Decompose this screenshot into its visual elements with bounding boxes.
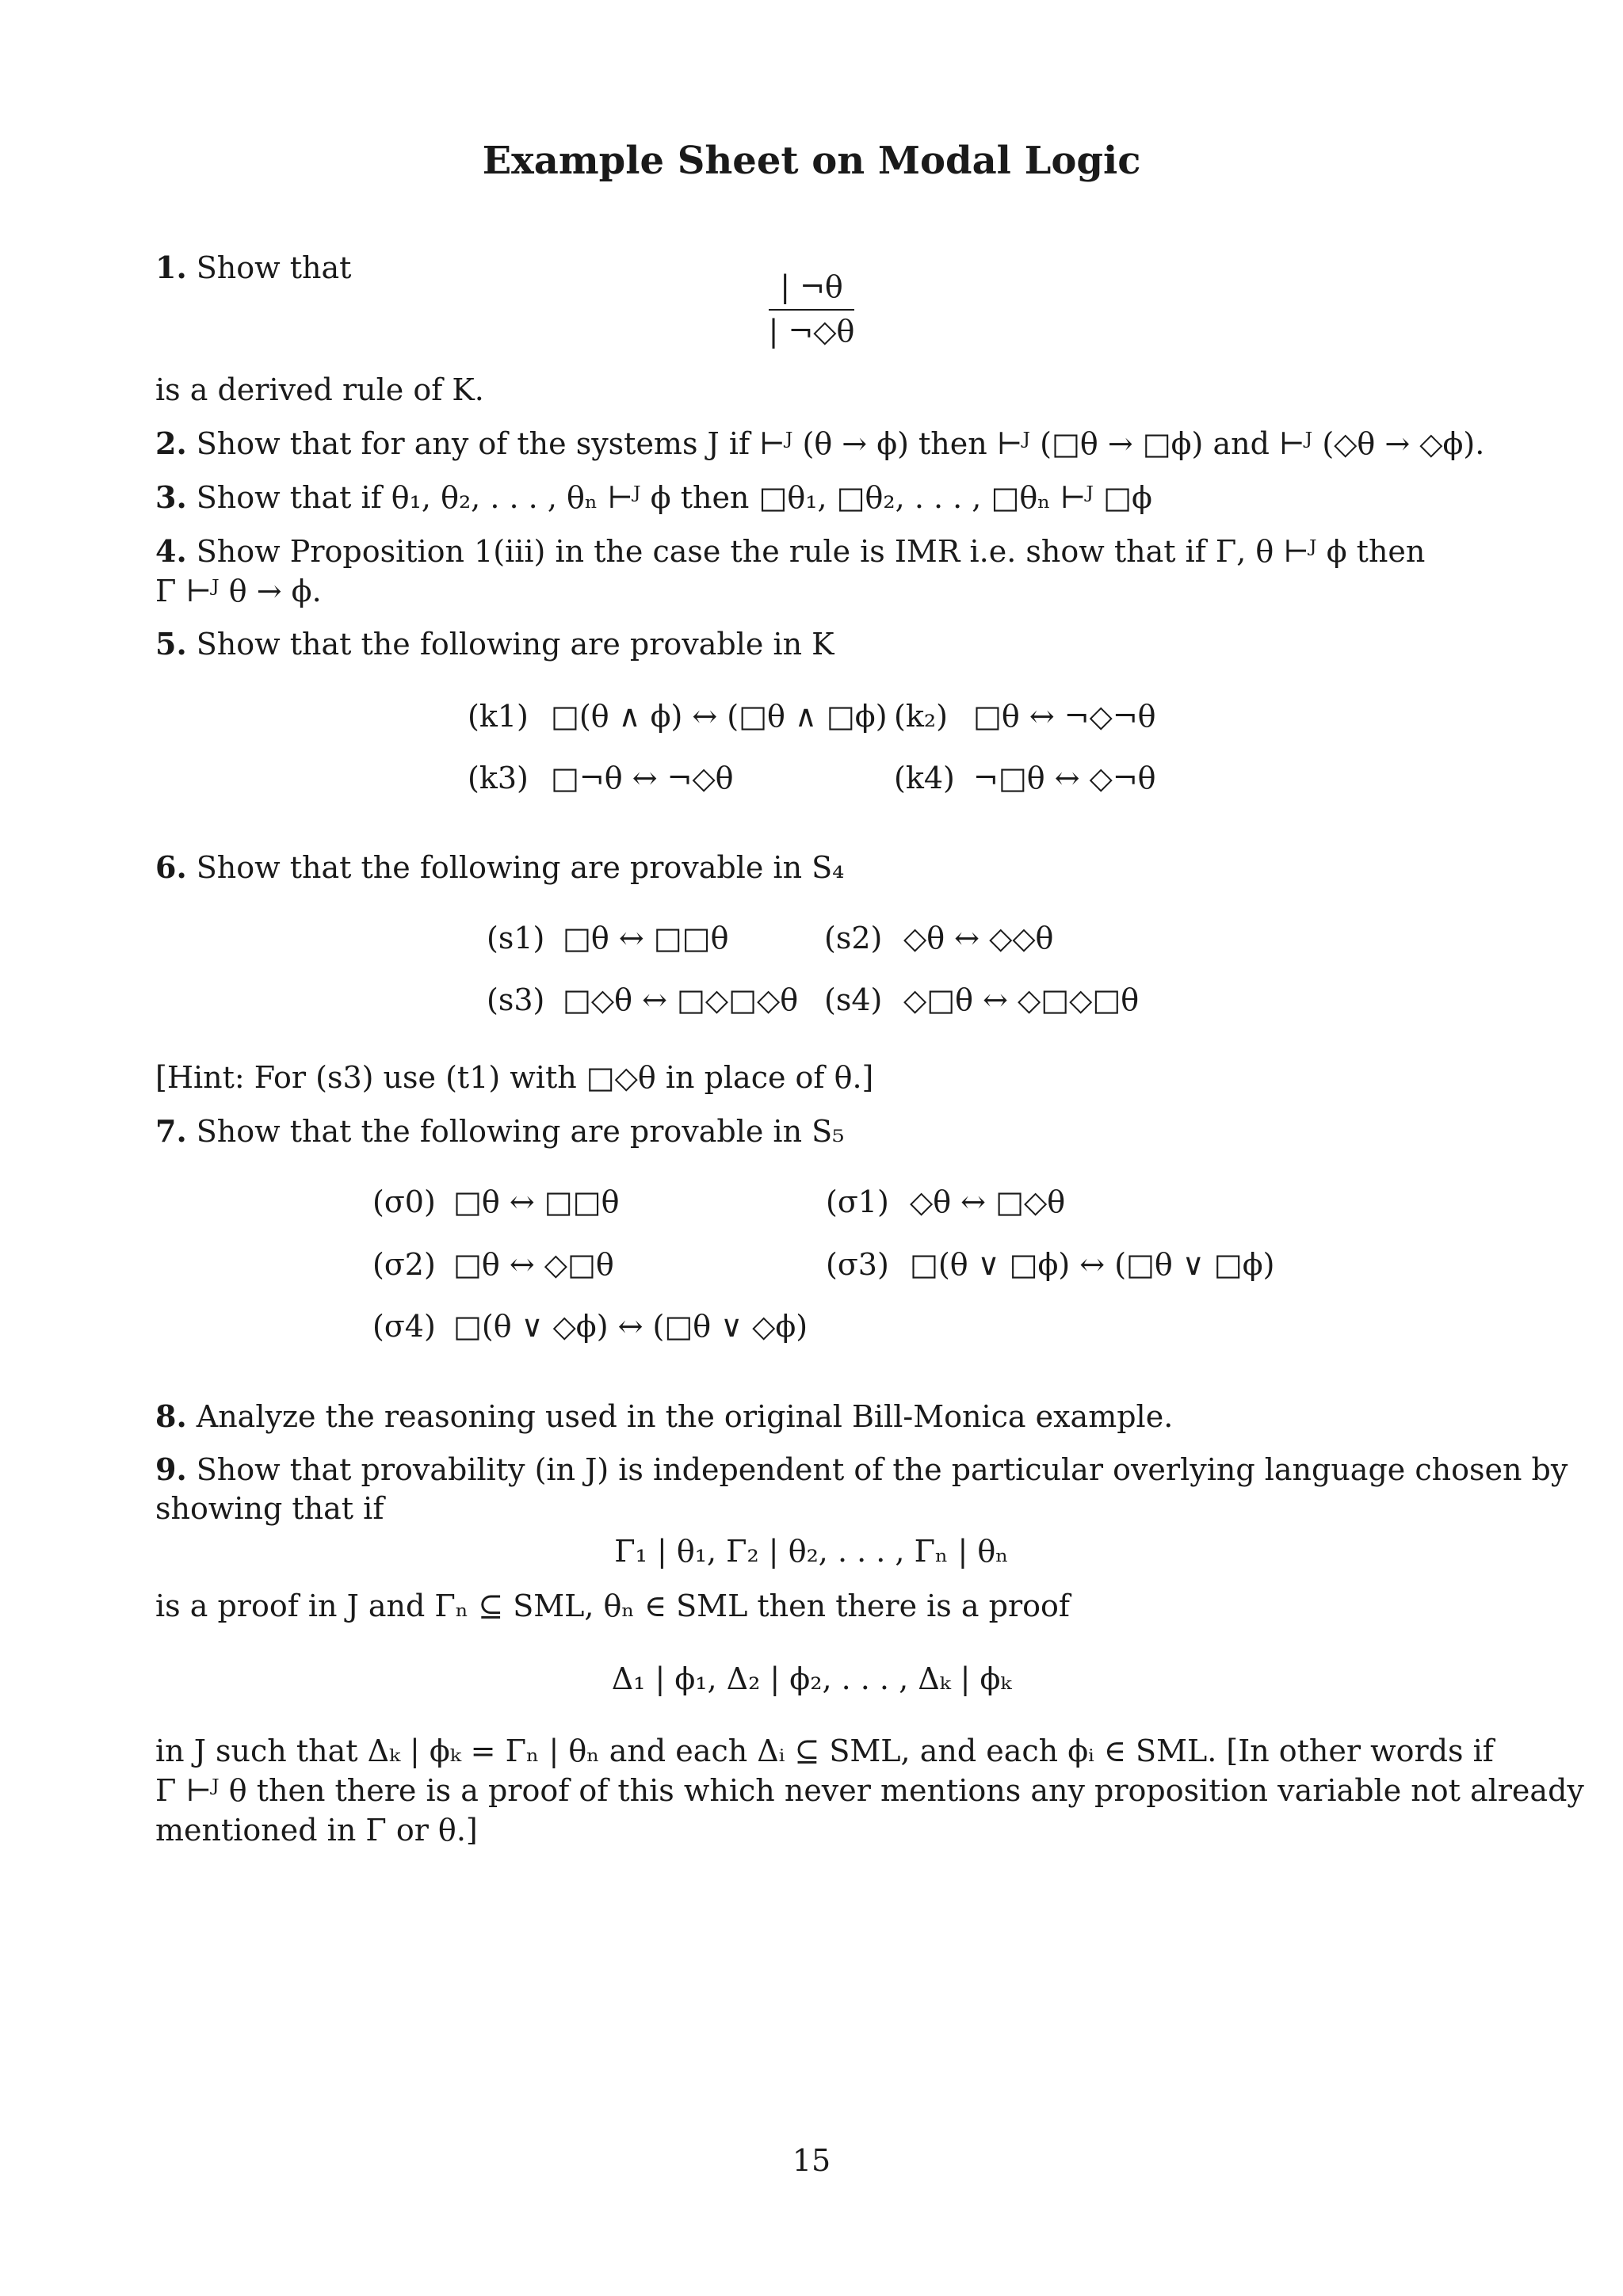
q5 — [155, 626, 834, 662]
s4-label: (s4) — [824, 982, 883, 1017]
s3-formula: □◇θ ↔ □◇□◇θ — [563, 982, 799, 1017]
q8-number: 8. — [155, 1398, 187, 1434]
rule-conclusion: | ¬◇θ — [768, 314, 855, 349]
q9-text: Show that provability (in J) is independent of the particular overlying language chosen by — [196, 1452, 1568, 1487]
derived-rule-fraction — [769, 269, 855, 349]
q7-number: 7. — [155, 1113, 187, 1149]
q9-line4: in J such that Δₖ | ϕₖ = Γₙ | θₙ and each Δᵢ ⊆ SML, and each ϕᵢ ∈ SML. [In other words if — [155, 1733, 1494, 1768]
k2-label: (k₂) — [894, 699, 948, 734]
q1-number: 1. — [155, 250, 187, 285]
q1-intro-text: Show that — [196, 250, 352, 285]
s4-formula: ◇□θ ↔ ◇□◇□θ — [903, 982, 1140, 1017]
sigma3-label: (σ3) — [826, 1247, 889, 1282]
s1-formula: □θ ↔ □□θ — [563, 921, 729, 955]
q6-hint: [Hint: For (s3) use (t1) with □◇θ in place of θ.] — [155, 1060, 874, 1095]
k1-formula: □(θ ∧ ϕ) ↔ (□θ ∧ □ϕ) — [551, 699, 888, 734]
q9-line5: Γ ⊢ᴶ θ then there is a proof of this which never mentions any proposition variable not already — [155, 1773, 1584, 1808]
sigma1-label: (σ1) — [826, 1184, 889, 1219]
q1-outro: is a derived rule of K. — [155, 372, 484, 407]
k3-label: (k3) — [468, 761, 529, 795]
q6-number: 6. — [155, 849, 187, 885]
k3-formula: □¬θ ↔ ¬◇θ — [551, 761, 734, 795]
page-number: 15 — [792, 2143, 831, 2178]
q8-text: Analyze the reasoning used in the original Bill-Monica example. — [196, 1399, 1174, 1434]
q3-text: Show that if θ₁, θ₂, . . . , θₙ ⊢ᴶ ϕ then □θ₁, □θ₂, . . . , □θₙ ⊢ᴶ □ϕ — [196, 480, 1152, 515]
q5-text: Show that the following are provable in K — [196, 627, 834, 662]
q4-line1 — [155, 533, 1425, 569]
q6 — [155, 849, 844, 885]
q9-number: 9. — [155, 1451, 187, 1487]
s3-label: (s3) — [487, 982, 545, 1017]
q6-text: Show that the following are provable in S₄ — [196, 850, 845, 885]
rule-premise: | ¬θ — [769, 269, 855, 311]
q9-line3: is a proof in J and Γₙ ⊆ SML, θₙ ∈ SML then there is a proof — [155, 1589, 1070, 1623]
page-title: Example Sheet on Modal Logic — [482, 139, 1141, 183]
sigma0-label: (σ0) — [372, 1184, 436, 1219]
s2-formula: ◇θ ↔ ◇◇θ — [903, 921, 1054, 955]
q9-line2: showing that if — [155, 1491, 384, 1526]
sigma4-label: (σ4) — [372, 1309, 436, 1344]
sigma4-formula: □(θ ∨ ◇ϕ) ↔ (□θ ∨ ◇ϕ) — [453, 1309, 808, 1344]
sigma0-formula: □θ ↔ □□θ — [453, 1184, 620, 1219]
q2-text: Show that for any of the systems J if ⊢ᴶ (θ → ϕ) then ⊢ᴶ (□θ → □ϕ) and ⊢ᴶ (◇θ → ◇ϕ). — [196, 426, 1485, 461]
q5-number: 5. — [155, 626, 187, 662]
q4-number: 4. — [155, 533, 187, 569]
q7-text: Show that the following are provable in S₅ — [196, 1114, 845, 1149]
k4-formula: ¬□θ ↔ ◇¬θ — [973, 761, 1156, 795]
k2-formula: □θ ↔ ¬◇¬θ — [973, 699, 1156, 734]
q9-line1 — [155, 1451, 1568, 1487]
q8 — [155, 1398, 1173, 1434]
q9-proof-delta: Δ₁ | ϕ₁, Δ₂ | ϕ₂, . . . , Δₖ | ϕₖ — [611, 1661, 1012, 1696]
q4-line2: Γ ⊢ᴶ θ → ϕ. — [155, 574, 322, 608]
q4-text: Show Proposition 1(iii) in the case the rule is IMR i.e. show that if Γ, θ ⊢ᴶ ϕ then — [196, 534, 1426, 569]
q9-line6: mentioned in Γ or θ.] — [155, 1813, 478, 1848]
sigma1-formula: ◇θ ↔ □◇θ — [910, 1184, 1066, 1219]
sigma2-formula: □θ ↔ ◇□θ — [453, 1247, 614, 1282]
s1-label: (s1) — [487, 921, 545, 955]
k1-label: (k1) — [468, 699, 529, 734]
sigma3-formula: □(θ ∨ □ϕ) ↔ (□θ ∨ □ϕ) — [910, 1247, 1275, 1282]
q7 — [155, 1113, 844, 1149]
q2-number: 2. — [155, 425, 187, 461]
s2-label: (s2) — [824, 921, 883, 955]
q2 — [155, 425, 1484, 461]
k4-label: (k4) — [894, 761, 955, 795]
q3-number: 3. — [155, 479, 187, 515]
q1-rule — [0, 269, 1623, 349]
sigma2-label: (σ2) — [372, 1247, 436, 1282]
q9-proof-gamma: Γ₁ | θ₁, Γ₂ | θ₂, . . . , Γₙ | θₙ — [614, 1534, 1009, 1569]
q3 — [155, 479, 1152, 515]
